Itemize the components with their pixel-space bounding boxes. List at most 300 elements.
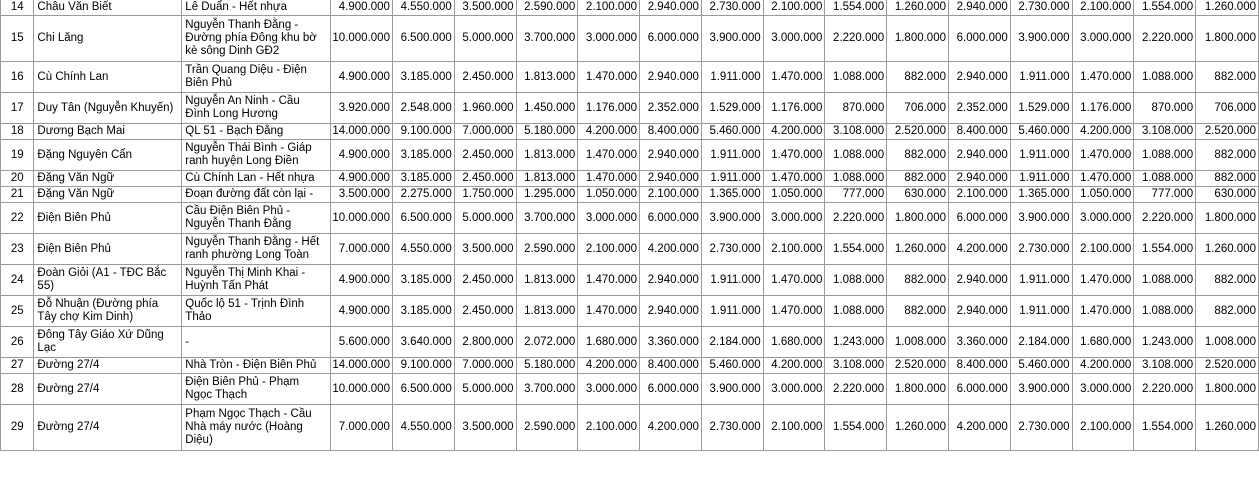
price-cell: 4.550.000 [392, 405, 454, 451]
price-cell: 1.088.000 [825, 296, 887, 327]
price-cell: 2.940.000 [640, 265, 702, 296]
price-cell: 2.520.000 [887, 358, 949, 374]
table-row [1, 124, 1259, 140]
price-cell: 1.911.000 [1010, 296, 1072, 327]
street-name-cell: Chi Lăng [34, 16, 182, 62]
price-cell: 3.108.000 [1134, 124, 1196, 140]
price-cell: 1.470.000 [578, 171, 640, 187]
price-cell: 1.088.000 [825, 171, 887, 187]
price-cell: 2.100.000 [949, 187, 1011, 203]
row-number-cell: 14 [1, 0, 34, 16]
price-cell: 882.000 [1196, 140, 1259, 171]
price-cell: 2.590.000 [516, 234, 578, 265]
price-cell: 2.940.000 [640, 171, 702, 187]
price-cell: 5.460.000 [701, 124, 763, 140]
price-cell: 2.940.000 [949, 265, 1011, 296]
price-cell: 5.000.000 [454, 16, 516, 62]
row-number-cell: 28 [1, 374, 34, 405]
price-cell: 4.900.000 [331, 171, 393, 187]
price-cell: 1.529.000 [701, 93, 763, 124]
price-cell: 4.900.000 [331, 62, 393, 93]
price-cell: 3.185.000 [392, 265, 454, 296]
price-cell: 4.200.000 [949, 405, 1011, 451]
row-number-cell: 21 [1, 187, 34, 203]
price-cell: 3.185.000 [392, 171, 454, 187]
price-cell: 1.911.000 [1010, 171, 1072, 187]
street-name-cell: Duy Tân (Nguyễn Khuyến) [34, 93, 182, 124]
road-segment-cell: Đoạn đường đất còn lại - [182, 187, 331, 203]
price-cell: 1.800.000 [887, 16, 949, 62]
price-cell: 14.000.000 [331, 124, 393, 140]
price-cell: 2.590.000 [516, 0, 578, 16]
price-cell: 2.940.000 [640, 140, 702, 171]
price-cell: 3.000.000 [578, 203, 640, 234]
price-cell: 870.000 [1134, 93, 1196, 124]
price-cell: 1.470.000 [763, 171, 825, 187]
price-cell: 870.000 [825, 93, 887, 124]
price-cell: 1.088.000 [1134, 140, 1196, 171]
price-cell: 2.275.000 [392, 187, 454, 203]
row-number-cell: 27 [1, 358, 34, 374]
price-cell: 2.730.000 [701, 0, 763, 16]
price-cell: 1.470.000 [763, 265, 825, 296]
price-cell: 1.470.000 [763, 62, 825, 93]
price-cell: 1.554.000 [825, 405, 887, 451]
price-cell: 3.920.000 [331, 93, 393, 124]
price-cell: 1.680.000 [763, 327, 825, 358]
price-cell: 1.911.000 [701, 296, 763, 327]
price-cell: 1.911.000 [701, 62, 763, 93]
price-cell: 1.243.000 [1134, 327, 1196, 358]
price-cell: 706.000 [887, 93, 949, 124]
road-segment-cell: Nguyễn An Ninh - Cầu Đình Long Hương [182, 93, 331, 124]
price-cell: 630.000 [887, 187, 949, 203]
table-row [1, 405, 1259, 451]
price-cell: 3.500.000 [454, 234, 516, 265]
price-cell: 777.000 [1134, 187, 1196, 203]
price-cell: 1.365.000 [1010, 187, 1072, 203]
price-cell: 1.470.000 [1072, 265, 1134, 296]
price-cell: 1.088.000 [1134, 62, 1196, 93]
price-cell: 2.730.000 [701, 405, 763, 451]
road-segment-cell: Điện Biên Phủ - Phạm Ngọc Thạch [182, 374, 331, 405]
price-cell: 3.000.000 [763, 203, 825, 234]
table-row [1, 327, 1259, 358]
price-cell: 2.520.000 [1196, 358, 1259, 374]
price-cell: 1.050.000 [763, 187, 825, 203]
price-cell: 7.000.000 [331, 405, 393, 451]
table-row [1, 0, 1259, 16]
row-number-cell: 19 [1, 140, 34, 171]
price-cell: 10.000.000 [331, 16, 393, 62]
price-cell: 1.176.000 [1072, 93, 1134, 124]
price-cell: 4.900.000 [331, 140, 393, 171]
price-cell: 1.470.000 [1072, 296, 1134, 327]
row-number-cell: 16 [1, 62, 34, 93]
price-cell: 1.813.000 [516, 140, 578, 171]
row-number-cell: 26 [1, 327, 34, 358]
price-cell: 4.200.000 [640, 405, 702, 451]
price-cell: 3.900.000 [1010, 374, 1072, 405]
price-cell: 2.352.000 [949, 93, 1011, 124]
price-cell: 4.900.000 [331, 296, 393, 327]
price-cell: 3.700.000 [516, 203, 578, 234]
price-cell: 3.185.000 [392, 62, 454, 93]
price-cell: 1.529.000 [1010, 93, 1072, 124]
price-cell: 706.000 [1196, 93, 1259, 124]
price-cell: 1.243.000 [825, 327, 887, 358]
price-cell: 2.220.000 [1134, 16, 1196, 62]
price-cell: 8.400.000 [640, 124, 702, 140]
road-segment-cell: Nguyễn Thái Bình - Giáp ranh huyện Long Điền [182, 140, 331, 171]
street-name-cell: Cù Chính Lan [34, 62, 182, 93]
table-row [1, 93, 1259, 124]
price-cell: 882.000 [887, 140, 949, 171]
price-cell: 1.088.000 [825, 62, 887, 93]
price-cell: 2.730.000 [701, 234, 763, 265]
price-cell: 1.260.000 [887, 0, 949, 16]
table-row [1, 265, 1259, 296]
price-cell: 2.450.000 [454, 140, 516, 171]
price-cell: 1.470.000 [578, 62, 640, 93]
price-cell: 1.470.000 [1072, 62, 1134, 93]
price-cell: 5.460.000 [1010, 358, 1072, 374]
price-cell: 1.088.000 [825, 140, 887, 171]
price-cell: 2.940.000 [949, 62, 1011, 93]
price-cell: 1.680.000 [578, 327, 640, 358]
row-number-cell: 18 [1, 124, 34, 140]
price-cell: 1.911.000 [701, 140, 763, 171]
price-cell: 2.100.000 [763, 0, 825, 16]
road-segment-cell: Trần Quang Diệu - Điện Biên Phủ [182, 62, 331, 93]
price-cell: 2.730.000 [1010, 0, 1072, 16]
price-cell: 1.176.000 [763, 93, 825, 124]
table-row [1, 203, 1259, 234]
price-cell: 3.500.000 [331, 187, 393, 203]
price-cell: 8.400.000 [640, 358, 702, 374]
street-name-cell: Đỗ Nhuận (Đường phía Tây chợ Kim Dinh) [34, 296, 182, 327]
row-number-cell: 17 [1, 93, 34, 124]
price-cell: 2.100.000 [578, 0, 640, 16]
price-cell: 3.900.000 [701, 374, 763, 405]
price-cell: 1.554.000 [1134, 0, 1196, 16]
table-row [1, 187, 1259, 203]
price-cell: 2.352.000 [640, 93, 702, 124]
price-cell: 1.911.000 [1010, 140, 1072, 171]
road-segment-cell: Lê Duẩn - Hết nhựa [182, 0, 331, 16]
price-cell: 3.000.000 [1072, 203, 1134, 234]
road-segment-cell: Phạm Ngọc Thạch - Cầu Nhà máy nước (Hoàng Diệu) [182, 405, 331, 451]
price-cell: 6.000.000 [640, 374, 702, 405]
price-cell: 1.960.000 [454, 93, 516, 124]
price-cell: 2.940.000 [949, 0, 1011, 16]
price-cell: 2.100.000 [1072, 234, 1134, 265]
row-number-cell: 22 [1, 203, 34, 234]
price-cell: 2.100.000 [578, 405, 640, 451]
price-cell: 3.900.000 [1010, 16, 1072, 62]
price-cell: 1.554.000 [825, 0, 887, 16]
price-cell: 4.200.000 [1072, 124, 1134, 140]
price-cell: 3.108.000 [1134, 358, 1196, 374]
price-cell: 2.072.000 [516, 327, 578, 358]
price-cell: 6.500.000 [392, 203, 454, 234]
price-cell: 2.220.000 [825, 203, 887, 234]
price-cell: 882.000 [887, 62, 949, 93]
price-cell: 6.000.000 [949, 203, 1011, 234]
price-cell: 1.295.000 [516, 187, 578, 203]
price-cell: 3.900.000 [701, 203, 763, 234]
price-cell: 2.100.000 [578, 234, 640, 265]
price-cell: 1.260.000 [1196, 405, 1259, 451]
table-row [1, 16, 1259, 62]
price-cell: 1.554.000 [1134, 405, 1196, 451]
table-body [1, 0, 1259, 451]
street-name-cell: Dương Bạch Mai [34, 124, 182, 140]
price-cell: 1.911.000 [701, 265, 763, 296]
price-cell: 1.470.000 [578, 265, 640, 296]
price-cell: 8.400.000 [949, 124, 1011, 140]
price-cell: 1.800.000 [887, 374, 949, 405]
table-row [1, 296, 1259, 327]
row-number-cell: 23 [1, 234, 34, 265]
price-cell: 2.100.000 [640, 187, 702, 203]
price-cell: 1.800.000 [1196, 16, 1259, 62]
price-cell: 4.550.000 [392, 0, 454, 16]
price-cell: 2.450.000 [454, 265, 516, 296]
price-cell: 4.900.000 [331, 0, 393, 16]
price-cell: 4.200.000 [640, 234, 702, 265]
price-cell: 3.185.000 [392, 140, 454, 171]
price-cell: 2.940.000 [949, 140, 1011, 171]
price-cell: 1.260.000 [887, 234, 949, 265]
row-number-cell: 15 [1, 16, 34, 62]
price-cell: 1.470.000 [763, 140, 825, 171]
price-cell: 2.100.000 [1072, 405, 1134, 451]
price-cell: 2.590.000 [516, 405, 578, 451]
street-name-cell: Đặng Văn Ngữ [34, 187, 182, 203]
street-name-cell: Đoàn Giỏi (A1 - TĐC Bắc 55) [34, 265, 182, 296]
price-cell: 2.730.000 [1010, 405, 1072, 451]
price-cell: 2.100.000 [1072, 0, 1134, 16]
price-cell: 2.184.000 [1010, 327, 1072, 358]
price-cell: 5.000.000 [454, 203, 516, 234]
price-cell: 10.000.000 [331, 374, 393, 405]
price-cell: 1.050.000 [578, 187, 640, 203]
price-cell: 5.460.000 [701, 358, 763, 374]
street-name-cell: Điện Biên Phủ [34, 203, 182, 234]
price-cell: 14.000.000 [331, 358, 393, 374]
price-cell: 8.400.000 [949, 358, 1011, 374]
price-cell: 6.000.000 [949, 16, 1011, 62]
price-cell: 1.088.000 [1134, 171, 1196, 187]
price-cell: 6.500.000 [392, 16, 454, 62]
price-cell: 3.000.000 [763, 16, 825, 62]
price-cell: 2.450.000 [454, 62, 516, 93]
price-cell: 2.940.000 [640, 296, 702, 327]
price-cell: 1.554.000 [1134, 234, 1196, 265]
price-cell: 3.185.000 [392, 296, 454, 327]
price-cell: 1.470.000 [1072, 171, 1134, 187]
price-cell: 2.220.000 [825, 374, 887, 405]
price-cell: 4.200.000 [949, 234, 1011, 265]
price-cell: 6.500.000 [392, 374, 454, 405]
price-cell: 777.000 [825, 187, 887, 203]
price-cell: 1.450.000 [516, 93, 578, 124]
row-number-cell: 24 [1, 265, 34, 296]
price-cell: 4.200.000 [578, 124, 640, 140]
price-cell: 2.800.000 [454, 327, 516, 358]
road-segment-cell: Quốc lộ 51 - Trịnh Đình Thảo [182, 296, 331, 327]
price-cell: 3.108.000 [825, 124, 887, 140]
price-cell: 1.470.000 [578, 140, 640, 171]
price-cell: 6.000.000 [640, 203, 702, 234]
price-cell: 5.000.000 [454, 374, 516, 405]
price-cell: 5.180.000 [516, 124, 578, 140]
price-cell: 9.100.000 [392, 358, 454, 374]
price-cell: 1.008.000 [1196, 327, 1259, 358]
price-cell: 9.100.000 [392, 124, 454, 140]
price-cell: 3.500.000 [454, 405, 516, 451]
road-segment-cell: Nguyễn Thanh Đằng - Hết ranh phường Long Toàn [182, 234, 331, 265]
price-cell: 1.088.000 [1134, 265, 1196, 296]
price-cell: 1.088.000 [1134, 296, 1196, 327]
price-cell: 5.180.000 [516, 358, 578, 374]
street-name-cell: Đặng Nguyên Cẩn [34, 140, 182, 171]
price-cell: 882.000 [887, 296, 949, 327]
price-cell: 1.680.000 [1072, 327, 1134, 358]
price-cell: 1.750.000 [454, 187, 516, 203]
row-number-cell: 29 [1, 405, 34, 451]
price-cell: 5.460.000 [1010, 124, 1072, 140]
table-row [1, 374, 1259, 405]
price-cell: 3.700.000 [516, 16, 578, 62]
price-cell: 630.000 [1196, 187, 1259, 203]
price-cell: 1.911.000 [701, 171, 763, 187]
price-cell: 882.000 [887, 171, 949, 187]
price-cell: 3.500.000 [454, 0, 516, 16]
price-cell: 3.900.000 [701, 16, 763, 62]
price-cell: 2.940.000 [640, 0, 702, 16]
price-cell: 4.900.000 [331, 265, 393, 296]
price-cell: 3.000.000 [578, 374, 640, 405]
price-cell: 1.260.000 [1196, 234, 1259, 265]
price-cell: 1.260.000 [887, 405, 949, 451]
price-cell: 1.800.000 [887, 203, 949, 234]
price-cell: 4.200.000 [1072, 358, 1134, 374]
road-segment-cell: Nhà Tròn - Điện Biên Phủ [182, 358, 331, 374]
price-cell: 2.940.000 [640, 62, 702, 93]
table-row [1, 140, 1259, 171]
price-cell: 3.000.000 [1072, 374, 1134, 405]
road-segment-cell: QL 51 - Bạch Đằng [182, 124, 331, 140]
price-cell: 2.940.000 [949, 171, 1011, 187]
price-cell: 2.100.000 [763, 234, 825, 265]
price-cell: 5.600.000 [331, 327, 393, 358]
price-cell: 7.000.000 [454, 124, 516, 140]
price-cell: 2.100.000 [763, 405, 825, 451]
price-cell: 2.548.000 [392, 93, 454, 124]
price-cell: 882.000 [1196, 265, 1259, 296]
price-cell: 6.000.000 [640, 16, 702, 62]
price-cell: 4.200.000 [578, 358, 640, 374]
price-cell: 1.813.000 [516, 296, 578, 327]
street-name-cell: Điện Biên Phủ [34, 234, 182, 265]
row-number-cell: 20 [1, 171, 34, 187]
road-segment-cell: Nguyễn Thanh Đằng - Đường phía Đông khu bờ kè sông Dinh GĐ2 [182, 16, 331, 62]
price-cell: 2.184.000 [701, 327, 763, 358]
price-cell: 1.800.000 [1196, 203, 1259, 234]
price-cell: 6.000.000 [949, 374, 1011, 405]
price-cell: 1.050.000 [1072, 187, 1134, 203]
table-row [1, 62, 1259, 93]
price-cell: 2.220.000 [1134, 374, 1196, 405]
price-cell: 2.520.000 [887, 124, 949, 140]
price-cell: 3.700.000 [516, 374, 578, 405]
price-cell: 3.000.000 [763, 374, 825, 405]
price-cell: 1.176.000 [578, 93, 640, 124]
price-cell: 882.000 [1196, 171, 1259, 187]
price-cell: 882.000 [887, 265, 949, 296]
price-cell: 7.000.000 [331, 234, 393, 265]
price-cell: 1.008.000 [887, 327, 949, 358]
price-cell: 2.220.000 [825, 16, 887, 62]
table-row [1, 171, 1259, 187]
price-cell: 2.730.000 [1010, 234, 1072, 265]
street-name-cell: Châu Văn Biết [34, 0, 182, 16]
street-name-cell: Đường 27/4 [34, 374, 182, 405]
price-cell: 2.520.000 [1196, 124, 1259, 140]
row-number-cell: 25 [1, 296, 34, 327]
road-segment-cell: Cầu Điện Biên Phủ - Nguyễn Thanh Đằng [182, 203, 331, 234]
price-cell: 1.911.000 [1010, 265, 1072, 296]
price-cell: 7.000.000 [454, 358, 516, 374]
street-name-cell: Đặng Văn Ngữ [34, 171, 182, 187]
price-cell: 1.911.000 [1010, 62, 1072, 93]
table-row [1, 234, 1259, 265]
street-name-cell: Đường 27/4 [34, 358, 182, 374]
price-cell: 1.088.000 [825, 265, 887, 296]
street-name-cell: Đông Tây Giáo Xứ Dũng Lạc [34, 327, 182, 358]
price-cell: 1.260.000 [1196, 0, 1259, 16]
price-cell: 882.000 [1196, 296, 1259, 327]
price-cell: 1.813.000 [516, 62, 578, 93]
price-cell: 3.360.000 [640, 327, 702, 358]
price-cell: 3.360.000 [949, 327, 1011, 358]
price-cell: 1.813.000 [516, 265, 578, 296]
street-name-cell: Đường 27/4 [34, 405, 182, 451]
price-cell: 2.220.000 [1134, 203, 1196, 234]
price-cell: 4.200.000 [763, 124, 825, 140]
table-row [1, 358, 1259, 374]
price-cell: 1.365.000 [701, 187, 763, 203]
price-cell: 1.470.000 [578, 296, 640, 327]
price-cell: 3.640.000 [392, 327, 454, 358]
price-cell: 1.813.000 [516, 171, 578, 187]
price-cell: 1.470.000 [763, 296, 825, 327]
price-cell: 1.554.000 [825, 234, 887, 265]
road-segment-cell: - [182, 327, 331, 358]
price-cell: 1.800.000 [1196, 374, 1259, 405]
price-cell: 1.470.000 [1072, 140, 1134, 171]
price-cell: 3.108.000 [825, 358, 887, 374]
price-cell: 2.450.000 [454, 296, 516, 327]
price-cell: 2.940.000 [949, 296, 1011, 327]
road-segment-cell: Cù Chính Lan - Hết nhựa [182, 171, 331, 187]
price-cell: 10.000.000 [331, 203, 393, 234]
price-cell: 3.000.000 [1072, 16, 1134, 62]
price-cell: 2.450.000 [454, 171, 516, 187]
price-cell: 4.200.000 [763, 358, 825, 374]
